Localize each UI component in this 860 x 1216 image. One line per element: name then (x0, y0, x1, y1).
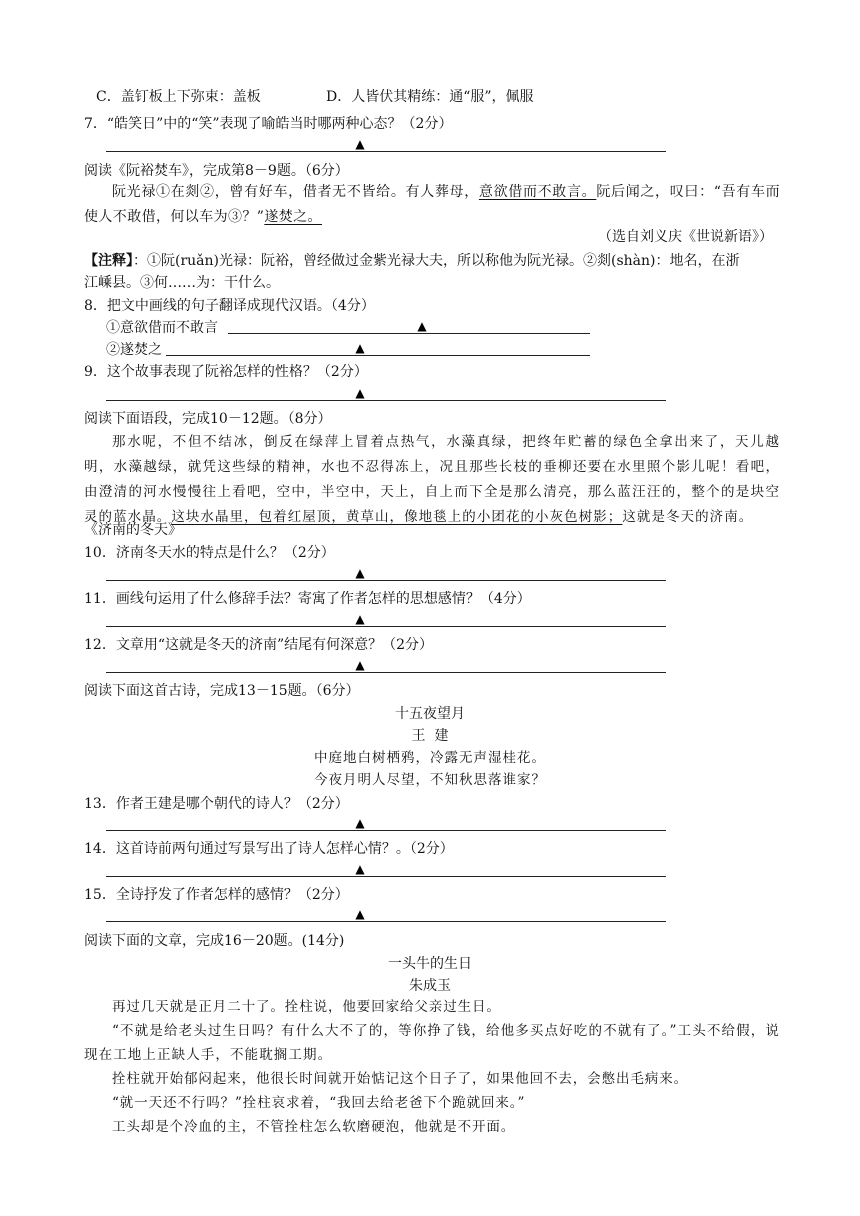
story-paragraph-4: “就一天还不行吗？”拴柱哀求着，“我回去给老爸下个跪就回来。” (112, 1095, 526, 1111)
answer-line-14[interactable] (106, 862, 666, 877)
story-paragraph-2: “不就是给老头过生日吗？有什么大不了的，等你挣了钱，给他多买点好吃的不就有了。”工头不给假，说现在工地上正缺人手，不能耽搁工期。 (84, 1023, 780, 1063)
story-paragraph-5: 工头却是个冷血的主，不管拴柱怎么软磨硬泡，他就是不开面。 (112, 1119, 516, 1135)
note-line-1 (84, 252, 739, 270)
story-paragraph-3: 拴柱就开始郁闷起来，他很长时间就开始惦记这个日子了，如果他回不去，会憋出毛病来。 (112, 1071, 688, 1087)
note-label: 【注释】 (84, 253, 133, 269)
ruan-underline-1: 意欲借而不敢言。 (478, 184, 597, 200)
question-14: 14．这首诗前两句通过写景写出了诗人怎样心情？。（2分） (84, 841, 454, 857)
story-title: 一头牛的生日 (388, 956, 472, 972)
question-7: 7．“皓笑日”中的“笑”表现了喻皓当时哪两种心态？（2分） (84, 116, 453, 132)
poem-line-1: 中庭地白树栖鸦，冷露无声湿桂花。 (314, 750, 546, 766)
section-story-heading: 阅读下面的文章，完成16－20题。(14分) (84, 933, 345, 949)
section-ruan-heading: 阅读《阮裕焚车》，完成第8－9题。（6分） (84, 163, 349, 179)
ruan-source: （选自刘义庆《世说新语》） (598, 229, 773, 245)
answer-line-9[interactable] (106, 386, 666, 401)
story-paragraph-1: 再过几天就是正月二十了。拴柱说，他要回家给父亲过生日。 (112, 999, 501, 1015)
section-poem-heading: 阅读下面这首古诗，完成13－15题。（6分） (84, 683, 360, 699)
ruan-text-a: 阮光禄①在剡②，曾有好车，借者无不皆给。有人葬母， (112, 184, 479, 200)
note-line-2: 江嵊县。③何……为：干什么。 (84, 275, 280, 291)
jinan-underline: 这块水晶里，包着红屋顶，黄草山，像地毯上的小团花的小灰色树影； (171, 509, 623, 525)
jinan-text-c: 这就是冬天的济南。 (622, 509, 754, 525)
section-jinan-heading: 阅读下面语段，完成10－12题。（8分） (84, 411, 332, 427)
answer-line-10[interactable] (106, 566, 666, 581)
poem-line-2: 今夜月明人尽望，不知秋思落谁家？ (314, 772, 546, 788)
marker-icon: ▲ (355, 341, 365, 355)
answer-line-7[interactable] (106, 137, 666, 152)
question-15: 15．全诗抒发了作者怎样的感情？（2分） (84, 887, 349, 903)
marker-icon: ▲ (355, 386, 365, 400)
jinan-text-a: 那水呢，不但不结冰，倒反在绿萍上冒着点热气，水藻真绿，把终年贮蓄的绿色全拿出来了，天儿越明，水藻越绿，就凭这些绿的精神，水也不忍得冻上，况且那些长枝的垂柳还要在水里照个影儿呢！看吧，由澄清的河水慢慢往上看吧，空中，半空中，天上，自上而下全是那么清亮，那么蓝汪汪的，整个的是块空灵的蓝水晶。 (84, 434, 780, 525)
answer-line-11[interactable] (106, 612, 666, 627)
answer-line-13[interactable] (106, 816, 666, 831)
poem-title: 十五夜望月 (395, 706, 465, 722)
answer-line-12[interactable] (106, 658, 666, 673)
marker-icon: ▲ (417, 319, 427, 333)
marker-icon: ▲ (355, 907, 365, 921)
poem-author: 王 建 (411, 728, 449, 744)
ruan-underline-2: 遂焚之。 (264, 209, 322, 225)
ruan-text-c: 阮后闻之，叹曰：“吾有车而使人不敢借，何以车为③？” (84, 184, 781, 225)
marker-icon: ▲ (355, 862, 365, 876)
option-d: D．人皆伏其精练：通“服”，佩服 (326, 89, 534, 105)
marker-icon: ▲ (355, 658, 365, 672)
jinan-passage (84, 430, 780, 530)
answer-line-15[interactable] (106, 907, 666, 922)
question-12: 12．文章用“这就是冬天的济南”结尾有何深意？（2分） (84, 637, 434, 653)
question-10: 10．济南冬天水的特点是什么？（2分） (84, 545, 335, 561)
story-author: 朱成玉 (409, 978, 451, 994)
jinan-source: 《济南的冬天》 (84, 522, 182, 538)
answer-line-8-2[interactable] (166, 341, 590, 356)
question-8: 8．把文中画线的句子翻译成现代汉语。（4分） (84, 298, 375, 314)
question-8-1: ①意欲借而不敢言 (106, 320, 218, 336)
marker-icon: ▲ (355, 816, 365, 830)
ruan-passage (84, 180, 780, 230)
question-11: 11．画线句运用了什么修辞手法？寄寓了作者怎样的思想感情？（4分） (84, 591, 531, 607)
question-13: 13．作者王建是哪个朝代的诗人？（2分） (84, 796, 349, 812)
marker-icon: ▲ (355, 137, 365, 151)
question-9: 9．这个故事表现了阮裕怎样的性格？（2分） (84, 364, 368, 380)
marker-icon: ▲ (355, 566, 365, 580)
note-text: ：①阮(ruǎn)光禄：阮裕，曾经做过金紫光禄大夫，所以称他为阮光禄。②剡(shàn)：地名，在浙 (133, 253, 740, 269)
option-c: C．盖钉板上下弥束：盖板 (96, 89, 261, 105)
answer-line-8-1[interactable] (228, 319, 590, 334)
marker-icon: ▲ (355, 612, 365, 626)
question-8-2: ②遂焚之 (106, 342, 162, 358)
